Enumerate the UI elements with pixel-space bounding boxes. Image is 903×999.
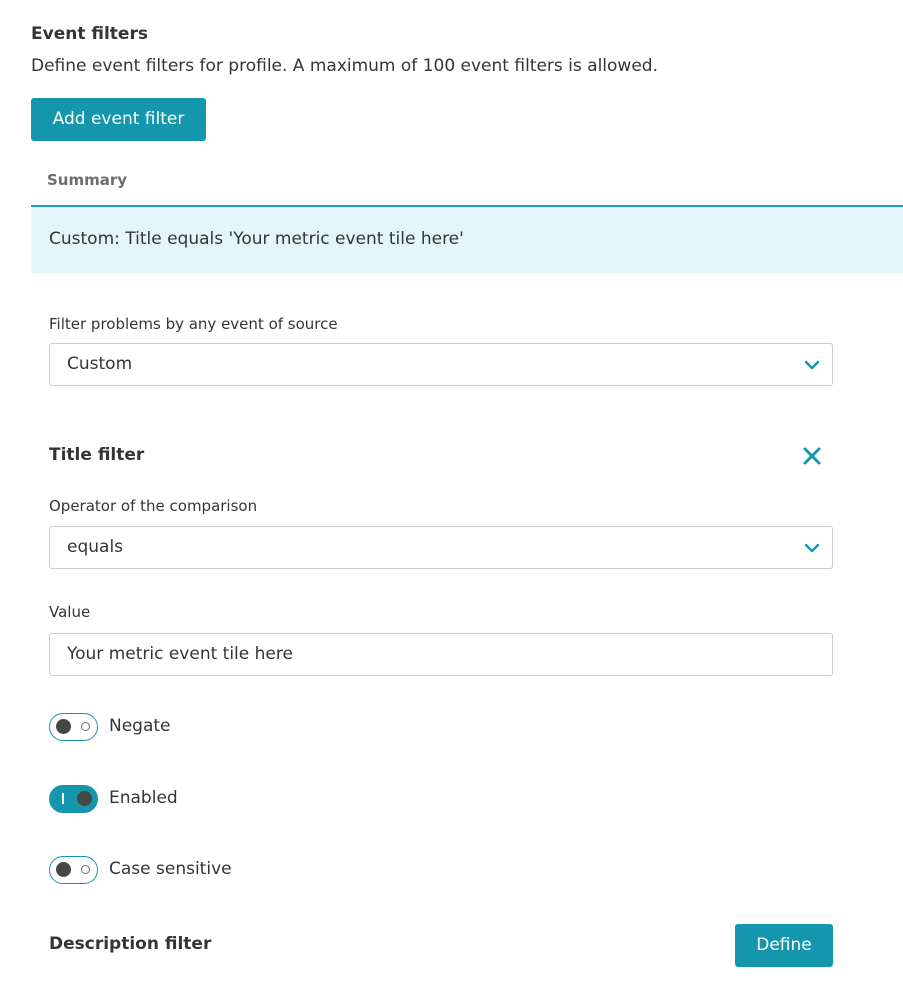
chevron-down-icon — [804, 540, 820, 556]
add-event-filter-button[interactable]: Add event filter — [31, 98, 206, 141]
enabled-toggle[interactable] — [49, 785, 98, 813]
value-label: Value — [49, 603, 91, 621]
toggle-knob — [56, 862, 71, 877]
summary-row[interactable] — [31, 205, 903, 273]
toggle-on-indicator-icon — [62, 793, 64, 804]
define-button[interactable]: Define — [735, 924, 833, 967]
enabled-label: Enabled — [109, 788, 178, 808]
operator-label: Operator of the comparison — [49, 497, 258, 515]
operator-select[interactable] — [49, 526, 833, 569]
summary-row-text: Custom: Title equals 'Your metric event tile here' — [49, 229, 464, 249]
negate-label: Negate — [109, 716, 171, 736]
case-sensitive-label: Case sensitive — [109, 859, 232, 879]
chevron-down-icon — [804, 357, 820, 373]
source-select-value: Custom — [67, 354, 133, 374]
negate-toggle[interactable] — [49, 713, 98, 741]
toggle-knob — [56, 719, 71, 734]
toggle-off-indicator-icon — [81, 865, 90, 874]
event-filters-title: Event filters — [31, 24, 148, 44]
source-filter-label: Filter problems by any event of source — [49, 315, 338, 333]
close-icon[interactable] — [801, 445, 823, 467]
summary-column-header: Summary — [47, 171, 128, 189]
toggle-knob — [77, 791, 92, 806]
title-filter-heading: Title filter — [49, 445, 145, 465]
value-input[interactable] — [49, 633, 833, 676]
source-select[interactable] — [49, 343, 833, 386]
value-input-text: Your metric event tile here — [67, 644, 293, 664]
case-sensitive-toggle[interactable] — [49, 856, 98, 884]
description-filter-heading: Description filter — [49, 934, 212, 954]
event-filters-description: Define event filters for profile. A maximum of 100 event filters is allowed. — [31, 56, 658, 76]
toggle-off-indicator-icon — [81, 722, 90, 731]
operator-select-value: equals — [67, 537, 124, 557]
